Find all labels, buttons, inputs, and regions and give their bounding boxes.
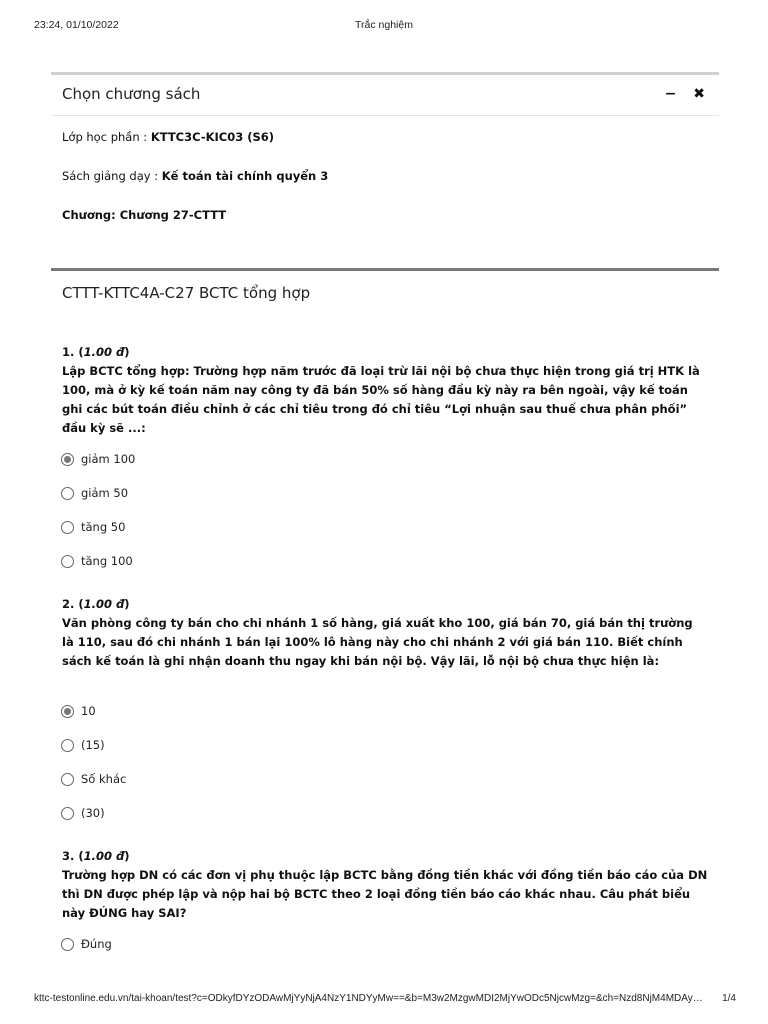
print-footer [0, 990, 768, 1010]
option-label: Số khác [81, 772, 127, 786]
q1-option-3[interactable] [61, 518, 125, 536]
question-1 [62, 343, 708, 438]
q2-option-4[interactable] [61, 804, 105, 822]
question-points: 1.00 đ [83, 345, 125, 359]
option-label: giảm 50 [81, 486, 129, 500]
print-header [0, 14, 768, 34]
book-value: Kế toán tài chính quyển 3 [161, 169, 329, 183]
question-points: 1.00 đ [83, 597, 125, 611]
panel-tools [653, 86, 705, 102]
question-2 [62, 595, 708, 671]
page-url: kttc-testonline.edu.vn/tai-khoan/test?c=ODkyfDYzODAwMjYyNjA4NzY1NDYyMw==&b=M3w2MzgwMDI2MjYwODc5NjcwMzg=&ch=Nzd8NjM4MDAy… [34, 993, 703, 1004]
option-label: (15) [81, 738, 105, 752]
option-label: tăng 50 [81, 520, 126, 534]
option-label: Đúng [81, 937, 112, 951]
chapter-panel-title: Chọn chương sách [62, 85, 201, 103]
q1-option-4[interactable] [61, 552, 133, 570]
question-text: Văn phòng công ty bán cho chi nhánh 1 số hàng, giá xuất kho 100, giá bán 70, giá bán thị trường là 110, sau đó chi nhánh 1 bán lại 100% lô hàng này cho chi nhánh 2 với giá bán 110. Biết chính sách kế toán là ghi nhận doanh thu ngay khi bán nội bộ. Vậy lãi, lỗ nội bộ chưa thực hiện là: [62, 616, 693, 668]
radio-button[interactable] [61, 705, 74, 718]
test-title: CTTT-KTTC4A-C27 BCTC tổng hợp [62, 284, 311, 302]
q3-option-1[interactable] [61, 935, 112, 953]
question-number: 2. (1.00 đ) [62, 597, 130, 611]
q1-option-2[interactable] [61, 484, 128, 502]
class-value: KTTC3C-KIC03 (S6) [150, 130, 275, 144]
radio-button[interactable] [61, 938, 74, 951]
close-icon[interactable]: ✖ [693, 86, 705, 102]
radio-button[interactable] [61, 807, 74, 820]
chapter-select-panel [51, 72, 719, 251]
radio-button[interactable] [61, 453, 74, 466]
book-label: Sách giảng dạy : [62, 169, 162, 183]
class-info [62, 130, 274, 144]
radio-button[interactable] [61, 773, 74, 786]
print-page-title: Trắc nghiệm [355, 19, 413, 31]
chapter-panel-header [51, 75, 719, 116]
option-label: tăng 100 [81, 554, 133, 568]
question-text: Lập BCTC tổng hợp: Trường hợp năm trước đã loại trừ lãi nội bộ chưa thực hiện trong giá trị HTK là 100, mà ở kỳ kế toán năm nay công ty đã bán 50% số hàng đầu kỳ này ra bên ngoài, vậy kế toán ghi các bút toán điều chỉnh ở các chỉ tiêu trong đó chỉ tiêu “Lợi nhuận sau thuế chưa phân phối” đầu kỳ sẽ ...: [62, 364, 700, 435]
book-info [62, 169, 328, 183]
q2-option-3[interactable] [61, 770, 126, 788]
radio-button[interactable] [61, 739, 74, 752]
option-label: (30) [81, 806, 105, 820]
minimize-icon[interactable]: − [664, 86, 677, 102]
question-3 [62, 847, 708, 923]
option-label: giảm 100 [81, 452, 136, 466]
option-label: 10 [81, 704, 96, 718]
q2-option-2[interactable] [61, 736, 105, 754]
chapter-info: Chương: Chương 27-CTTT [62, 208, 227, 222]
class-label: Lớp học phần : [62, 130, 151, 144]
radio-button[interactable] [61, 521, 74, 534]
test-panel [51, 268, 719, 991]
q2-option-1[interactable] [61, 702, 96, 720]
q1-option-1[interactable] [61, 450, 135, 468]
print-datetime: 23:24, 01/10/2022 [34, 19, 119, 31]
question-points: 1.00 đ [83, 849, 125, 863]
question-number: 3. (1.00 đ) [62, 849, 130, 863]
page-number: 1/4 [722, 993, 736, 1004]
radio-button[interactable] [61, 555, 74, 568]
question-text: Trường hợp DN có các đơn vị phụ thuộc lập BCTC bằng đồng tiền khác với đồng tiền báo cáo của DN thì DN được phép lập và nộp hai bộ BCTC theo 2 loại đồng tiền báo cáo khác nhau. Câu phát biểu này ĐÚNG hay SAI? [62, 868, 708, 920]
radio-button[interactable] [61, 487, 74, 500]
question-number: 1. (1.00 đ) [62, 345, 130, 359]
